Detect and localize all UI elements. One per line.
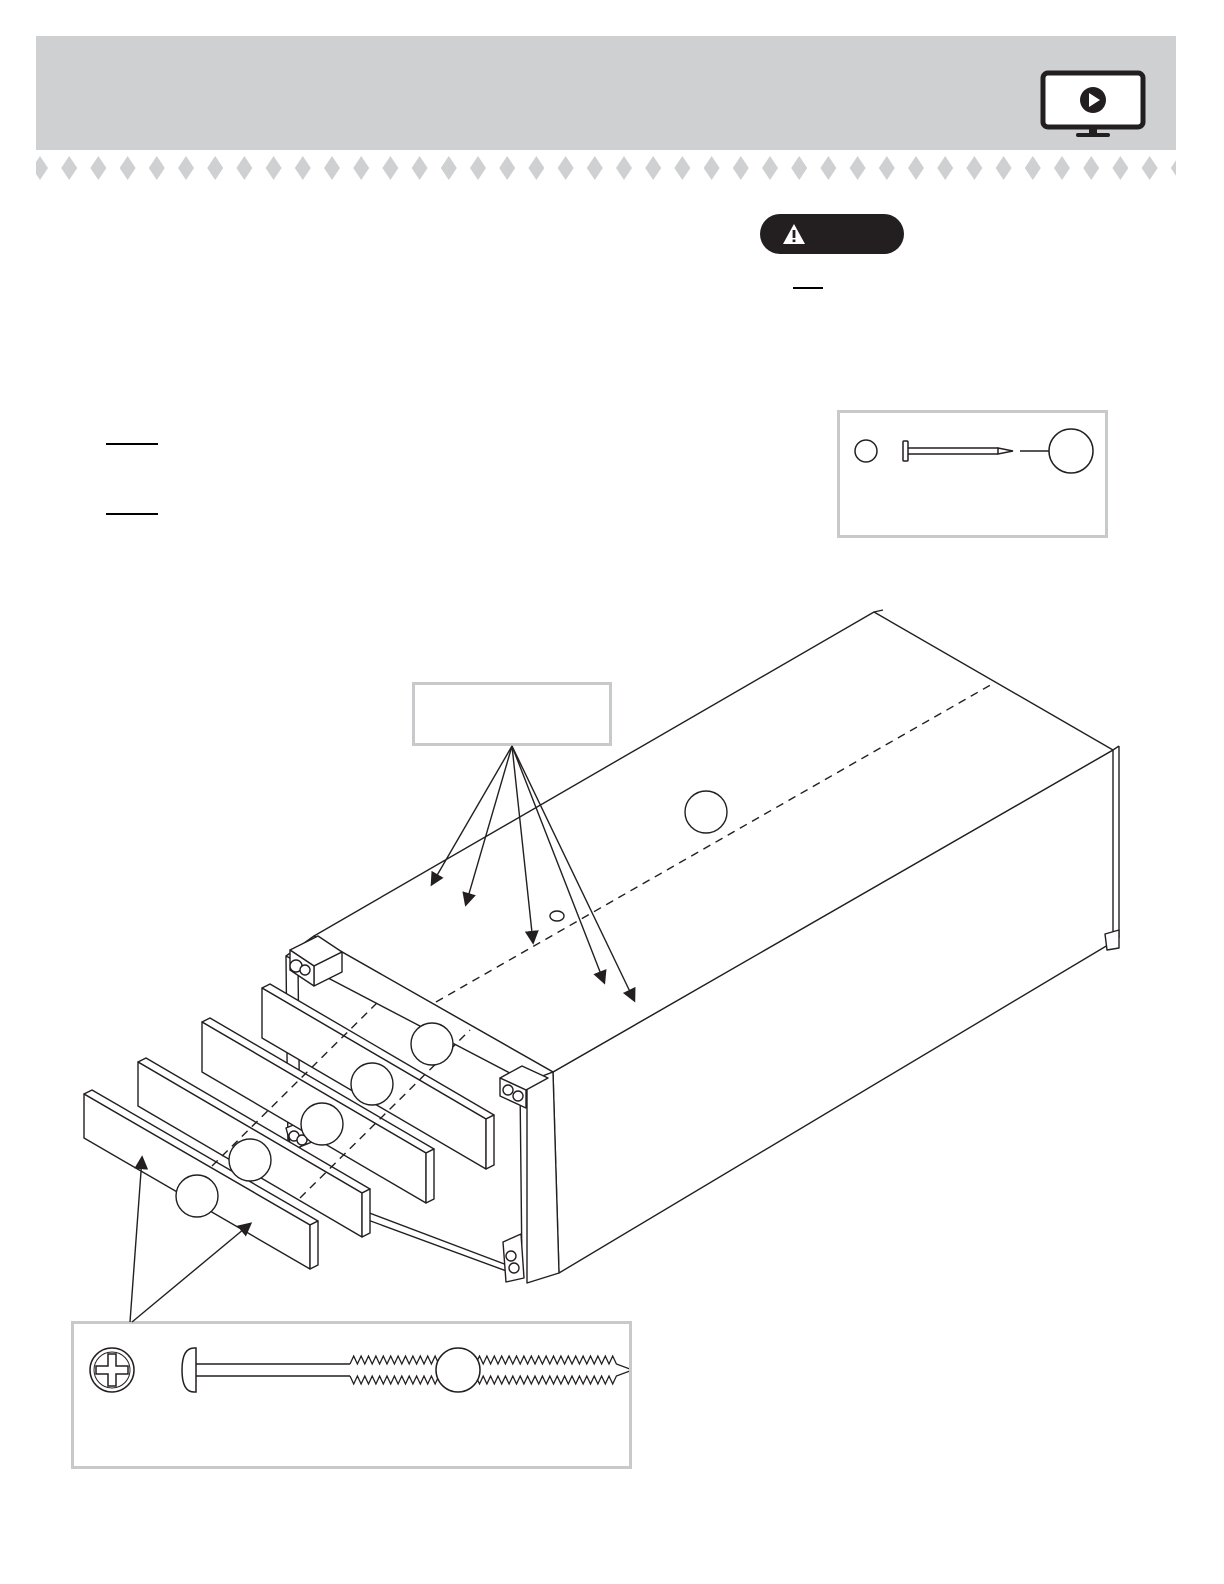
diamond-shape	[762, 156, 778, 180]
diamond-shape	[1112, 156, 1128, 180]
video-play-monitor-icon[interactable]	[1040, 70, 1146, 140]
diamond-shape	[528, 156, 544, 180]
diamond-shape	[382, 156, 398, 180]
diamond-shape	[791, 156, 807, 180]
corner-block-bottom-right	[503, 1234, 524, 1282]
part-callout-circle	[351, 1063, 393, 1105]
diamond-shape	[908, 156, 924, 180]
diamond-shape	[645, 156, 661, 180]
part-callout-circle	[685, 791, 727, 833]
nail-head-icon	[855, 440, 877, 462]
screw-thread	[350, 1370, 629, 1384]
screw-illustration	[74, 1324, 629, 1466]
diamond-shape	[90, 156, 106, 180]
diamond-shape	[120, 156, 136, 180]
part-callout-circle	[229, 1139, 271, 1181]
step-underline-2	[106, 513, 158, 515]
diamond-shape	[412, 156, 428, 180]
part-callout-circle	[301, 1103, 343, 1145]
diamond-shape	[1054, 156, 1070, 180]
part-callout-circle	[1049, 429, 1093, 473]
diamond-shape	[295, 156, 311, 180]
part-callout-circle	[436, 1348, 480, 1392]
callout-label-box	[412, 682, 612, 746]
diamond-shape	[36, 156, 48, 180]
diamond-shape	[149, 156, 165, 180]
diamond-border-strip	[36, 150, 1176, 186]
diamond-shape	[1171, 156, 1176, 180]
diamond-shape	[820, 156, 836, 180]
diamond-shape	[587, 156, 603, 180]
diamond-shape	[236, 156, 252, 180]
diamond-shape	[441, 156, 457, 180]
diamond-shape	[178, 156, 194, 180]
diamond-shape	[353, 156, 369, 180]
screw-hardware-box	[71, 1321, 632, 1469]
diamond-shape	[1083, 156, 1099, 180]
step-underline-1	[106, 443, 158, 445]
diamond-shape	[558, 156, 574, 180]
diamond-shape	[850, 156, 866, 180]
diamond-shape	[324, 156, 340, 180]
warning-triangle-icon	[782, 223, 806, 245]
part-callout-circle	[176, 1175, 218, 1217]
diamond-shape	[1025, 156, 1041, 180]
diamond-shape	[1142, 156, 1158, 180]
diamond-shape	[499, 156, 515, 180]
warning-text-underline	[793, 287, 823, 289]
header-band	[36, 36, 1176, 150]
nail-hardware-box	[837, 410, 1108, 538]
diamond-shape	[704, 156, 720, 180]
diamond-shape	[937, 156, 953, 180]
phillips-screw-head-icon	[90, 1348, 134, 1392]
nail-illustration	[840, 413, 1105, 535]
diamond-shape	[616, 156, 632, 180]
diamond-shape	[207, 156, 223, 180]
diamond-shape	[470, 156, 486, 180]
diamond-shape	[996, 156, 1012, 180]
screw-thread	[350, 1356, 629, 1370]
diamond-shape	[966, 156, 982, 180]
diamond-shape	[266, 156, 282, 180]
diamond-shape	[879, 156, 895, 180]
warning-badge	[760, 214, 904, 254]
diamond-shape	[733, 156, 749, 180]
diamond-shape	[61, 156, 77, 180]
part-callout-circle	[411, 1023, 453, 1065]
diamond-shape	[674, 156, 690, 180]
